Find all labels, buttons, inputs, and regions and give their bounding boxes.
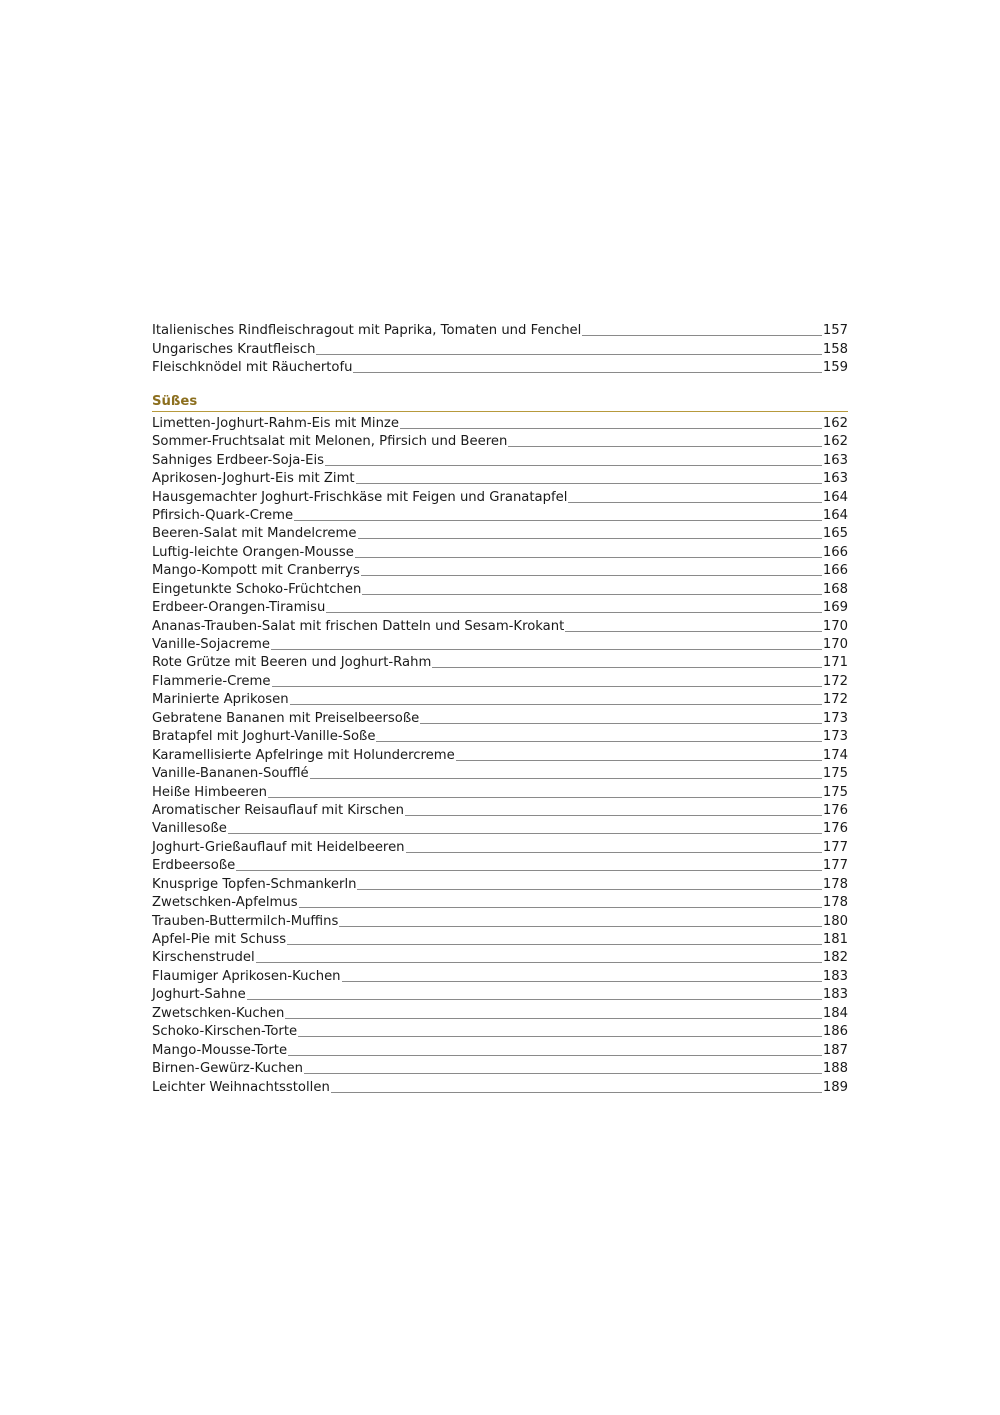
- toc-entry: [152, 506, 848, 524]
- toc-leader-line: [285, 1018, 821, 1019]
- toc-entry-title: Ungarisches Krautfleisch: [152, 341, 316, 357]
- toc-leader-line: [568, 502, 821, 503]
- toc-leader-line: [339, 926, 821, 927]
- toc-entry-title: Leichter Weihnachtsstollen: [152, 1079, 330, 1095]
- toc-entry: [152, 339, 848, 357]
- section-heading-suesses: Süßes: [152, 394, 848, 412]
- toc-leader-line: [357, 889, 821, 890]
- toc-entry: [152, 948, 848, 966]
- toc-leader-line: [508, 446, 822, 447]
- toc-entry: [152, 1003, 848, 1021]
- toc-entry-page: 183: [822, 968, 848, 984]
- toc-leader-line: [565, 631, 822, 632]
- toc-leader-line: [271, 649, 822, 650]
- toc-entry-title: Beeren-Salat mit Mandelcreme: [152, 526, 357, 542]
- toc-entry-title: Karamellisierte Apfelringe mit Holundercreme: [152, 747, 455, 763]
- toc-leader-line: [331, 1092, 822, 1093]
- toc-list-suesses: [152, 413, 848, 1095]
- toc-entry-page: 172: [822, 692, 848, 708]
- toc-leader-line: [304, 1073, 822, 1074]
- toc-entry: [152, 469, 848, 487]
- toc-entry-title: Rote Grütze mit Beeren und Joghurt-Rahm: [152, 655, 432, 671]
- toc-entry-title: Zwetschken-Kuchen: [152, 1005, 285, 1021]
- toc-entry: [152, 874, 848, 892]
- toc-entry-page: 158: [822, 341, 848, 357]
- toc-entry-page: 172: [822, 673, 848, 689]
- toc-entry: [152, 801, 848, 819]
- toc-entry: [152, 616, 848, 634]
- toc-entry-title: Heiße Himbeeren: [152, 784, 267, 800]
- toc-entry-page: 187: [822, 1042, 848, 1058]
- toc-entry-title: Apfel-Pie mit Schuss: [152, 932, 287, 947]
- toc-leader-line: [290, 704, 822, 705]
- toc-entry-page: 164: [822, 489, 848, 505]
- toc-entry: [152, 487, 848, 505]
- toc-entry-page: 162: [822, 434, 848, 450]
- toc-entry-page: 163: [822, 452, 848, 468]
- toc-entry-page: 189: [822, 1079, 848, 1095]
- toc-entry-page: 166: [822, 544, 848, 560]
- toc-leader-line: [299, 907, 822, 908]
- toc-leader-line: [228, 833, 822, 834]
- toc-entry-page: 168: [822, 581, 848, 597]
- toc-entry-page: 162: [822, 415, 848, 431]
- toc-entry-title: Bratapfel mit Joghurt-Vanille-Soße: [152, 729, 376, 745]
- toc-entry-title: Schoko-Kirschen-Torte: [152, 1024, 298, 1040]
- toc-entry-page: 188: [822, 1061, 848, 1077]
- toc-entry-page: 176: [822, 821, 848, 837]
- toc-entry: [152, 653, 848, 671]
- toc-leader-line: [358, 538, 822, 539]
- toc-entry-page: 177: [822, 839, 848, 855]
- toc-leader-line: [298, 1036, 822, 1037]
- toc-entry-page: 183: [822, 987, 848, 1003]
- toc-entry: [152, 745, 848, 763]
- toc-leader-line: [400, 428, 822, 429]
- toc-entry: [152, 1077, 848, 1095]
- toc-entry-title: Vanille-Bananen-Soufflé: [152, 766, 309, 782]
- toc-entry-page: 177: [822, 858, 848, 874]
- toc-entry: [152, 690, 848, 708]
- toc-entry-title: Aromatischer Reisauflauf mit Kirschen: [152, 802, 404, 818]
- toc-entry-title: Sommer-Fruchtsalat mit Melonen, Pfirsich und Beeren: [152, 434, 508, 450]
- toc-leader-line: [356, 483, 822, 484]
- toc-entry-page: 180: [822, 913, 848, 929]
- toc-entry: [152, 930, 848, 948]
- toc-entry: [152, 432, 848, 450]
- toc-entry-page: 159: [822, 360, 848, 376]
- toc-entry: [152, 321, 848, 339]
- toc-entry-title: Vanille-Sojacreme: [152, 637, 270, 652]
- toc-leader-line: [456, 760, 822, 761]
- toc-entry: [152, 598, 848, 616]
- toc-entry-page: 165: [822, 526, 848, 542]
- toc-entry: [152, 764, 848, 782]
- toc-entry: [152, 985, 848, 1003]
- toc-entry-title: Mango-Mousse-Torte: [152, 1042, 288, 1058]
- toc-entry-title: Luftig-leichte Orangen-Mousse: [152, 544, 354, 560]
- toc-entry-title: Zwetschken-Apfelmus: [152, 895, 298, 911]
- toc-entry-title: Aprikosen-Joghurt-Eis mit Zimt: [152, 471, 355, 487]
- toc-entry-page: 176: [822, 802, 848, 818]
- toc-entry-title: Sahniges Erdbeer-Soja-Eis: [152, 452, 325, 468]
- toc-entry: [152, 579, 848, 597]
- toc-entry: [152, 837, 848, 855]
- toc-entry: [152, 856, 848, 874]
- toc-list-meat: [152, 321, 848, 376]
- toc-entry: [152, 966, 848, 984]
- toc-entry-page: 173: [822, 729, 848, 745]
- toc-entry-title: Birnen-Gewürz-Kuchen: [152, 1061, 303, 1077]
- toc-entry-title: Flammerie-Creme: [152, 673, 271, 689]
- toc-leader-line: [247, 999, 822, 1000]
- toc-entry-title: Marinierte Aprikosen: [152, 692, 289, 708]
- toc-leader-line: [256, 962, 822, 963]
- toc-leader-line: [376, 741, 821, 742]
- toc-entry: [152, 1059, 848, 1077]
- toc-entry-page: 184: [822, 1005, 848, 1021]
- toc-entry: [152, 561, 848, 579]
- toc-leader-line: [582, 335, 822, 336]
- toc-leader-line: [353, 372, 821, 373]
- toc-leader-line: [268, 797, 822, 798]
- toc-leader-line: [432, 667, 822, 668]
- toc-entry-title: Mango-Kompott mit Cranberrys: [152, 563, 360, 579]
- toc-entry-page: 163: [822, 471, 848, 487]
- toc-entry-title: Flaumiger Aprikosen-Kuchen: [152, 968, 341, 984]
- toc-entry: [152, 819, 848, 837]
- toc-entry-title: Ananas-Trauben-Salat mit frischen Datteln und Sesam-Krokant: [152, 618, 565, 634]
- toc-entry: [152, 450, 848, 468]
- toc-entry-title: Kirschenstrudel: [152, 950, 255, 966]
- toc-entry-title: Fleischknödel mit Räuchertofu: [152, 360, 353, 376]
- toc-leader-line: [287, 944, 822, 945]
- toc-entry-page: 178: [822, 876, 848, 892]
- toc-entry: [152, 671, 848, 689]
- toc-leader-line: [236, 870, 822, 871]
- table-of-contents: [152, 321, 848, 1096]
- toc-entry-title: Italienisches Rindfleischragout mit Paprika, Tomaten und Fenchel: [152, 323, 582, 339]
- toc-leader-line: [420, 723, 822, 724]
- toc-entry-title: Gebratene Bananen mit Preiselbeersoße: [152, 710, 420, 726]
- toc-entry-title: Limetten-Joghurt-Rahm-Eis mit Minze: [152, 415, 399, 431]
- toc-entry: [152, 727, 848, 745]
- toc-entry-page: 186: [822, 1024, 848, 1040]
- toc-entry-page: 175: [822, 766, 848, 782]
- toc-entry-page: 164: [822, 507, 848, 523]
- toc-entry: [152, 893, 848, 911]
- toc-leader-line: [326, 612, 821, 613]
- toc-entry-title: Hausgemachter Joghurt-Frischkäse mit Feigen und Granatapfel: [152, 489, 568, 505]
- toc-leader-line: [405, 815, 822, 816]
- toc-entry: [152, 635, 848, 653]
- toc-leader-line: [406, 852, 822, 853]
- toc-entry-page: 178: [822, 895, 848, 911]
- toc-leader-line: [342, 981, 822, 982]
- toc-entry: [152, 1022, 848, 1040]
- toc-leader-line: [361, 575, 822, 576]
- toc-entry-title: Joghurt-Sahne: [152, 987, 246, 1003]
- toc-entry-title: Erdbeer-Orangen-Tiramisu: [152, 600, 326, 616]
- toc-entry: [152, 358, 848, 376]
- toc-leader-line: [272, 686, 822, 687]
- toc-entry-page: 174: [822, 747, 848, 763]
- toc-leader-line: [288, 1055, 822, 1056]
- toc-entry-title: Vanillesoße: [152, 821, 227, 837]
- toc-entry-title: Erdbeersoße: [152, 858, 236, 874]
- toc-entry-title: Knusprige Topfen-Schmankerln: [152, 876, 357, 892]
- toc-entry-title: Trauben-Buttermilch-Muffins: [152, 913, 339, 929]
- toc-entry-page: 170: [822, 618, 848, 634]
- toc-entry: [152, 708, 848, 726]
- toc-entry-page: 181: [822, 932, 848, 947]
- toc-entry-page: 157: [822, 323, 848, 339]
- toc-entry-page: 171: [822, 655, 848, 671]
- toc-entry-page: 170: [822, 637, 848, 652]
- toc-entry: [152, 413, 848, 431]
- toc-entry-page: 169: [822, 600, 848, 616]
- toc-entry-page: 166: [822, 563, 848, 579]
- toc-entry: [152, 542, 848, 560]
- toc-entry-page: 182: [822, 950, 848, 966]
- toc-leader-line: [362, 594, 821, 595]
- toc-entry-title: Joghurt-Grießauflauf mit Heidelbeeren: [152, 839, 405, 855]
- toc-leader-line: [355, 557, 822, 558]
- toc-entry-title: Eingetunkte Schoko-Früchtchen: [152, 581, 362, 597]
- toc-leader-line: [316, 354, 821, 355]
- toc-leader-line: [310, 778, 822, 779]
- section-spacer: [152, 376, 848, 394]
- toc-leader-line: [294, 520, 822, 521]
- toc-entry-page: 173: [822, 710, 848, 726]
- toc-entry: [152, 1040, 848, 1058]
- toc-entry-title: Pfirsich-Quark-Creme: [152, 507, 294, 523]
- toc-leader-line: [325, 465, 822, 466]
- toc-entry: [152, 782, 848, 800]
- toc-entry: [152, 524, 848, 542]
- toc-entry: [152, 911, 848, 929]
- toc-entry-page: 175: [822, 784, 848, 800]
